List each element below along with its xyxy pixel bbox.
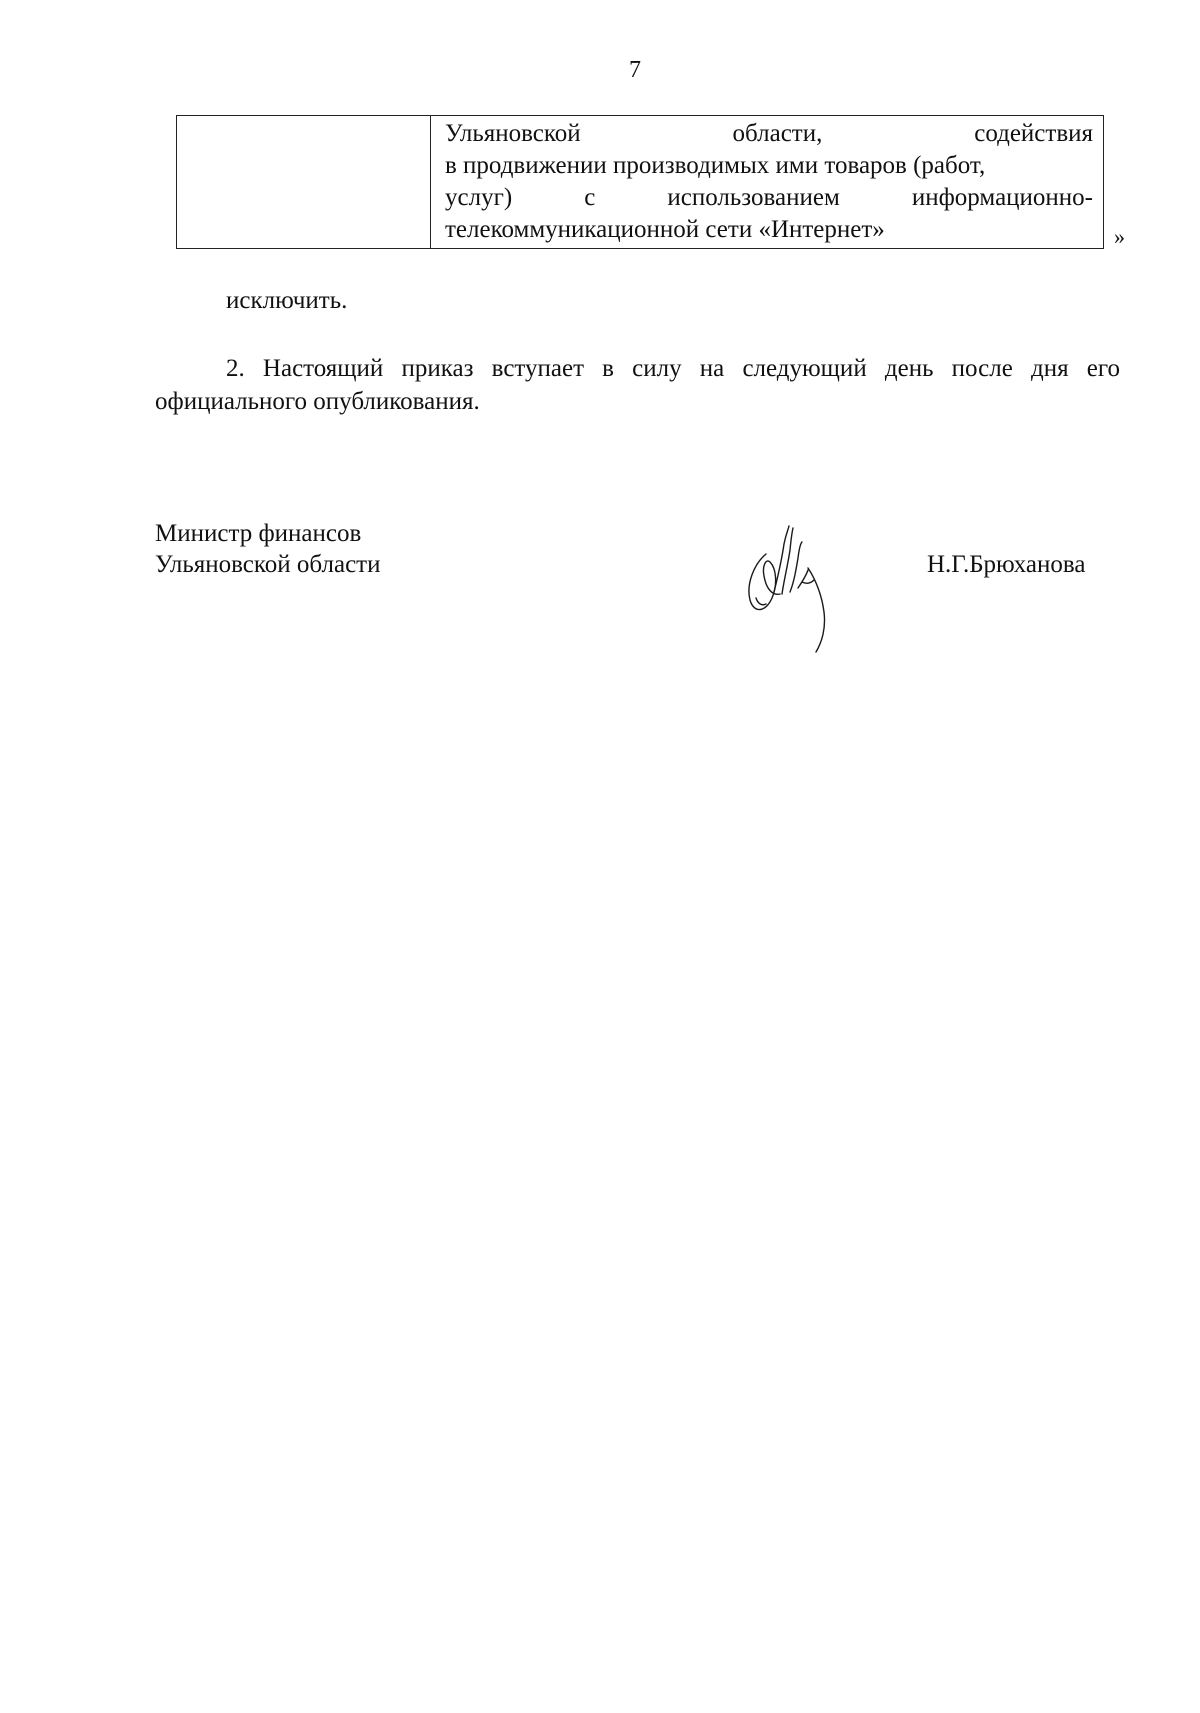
table-line-1 bbox=[445, 118, 1093, 150]
table-word: использованием bbox=[667, 184, 840, 211]
table-line-4: телекоммуникационной сети «Интернет» bbox=[445, 216, 885, 243]
table-cell-text bbox=[431, 116, 1103, 248]
table-word: информационно- bbox=[911, 184, 1094, 211]
clause-2 bbox=[155, 352, 1120, 418]
excluded-word: исключить. bbox=[226, 287, 348, 314]
table-word: содействия bbox=[974, 120, 1094, 147]
clause-2-line-2: официального опубликования. bbox=[155, 388, 480, 415]
signer-name: Н.Г.Брюханова bbox=[927, 551, 1086, 578]
signer-position bbox=[155, 518, 380, 580]
table-word: с bbox=[584, 184, 596, 211]
page-number: 7 bbox=[629, 57, 641, 83]
table-fragment bbox=[176, 115, 1104, 249]
table-line-3 bbox=[445, 182, 1093, 214]
table-word: Ульяновской bbox=[445, 120, 581, 147]
handwritten-signature bbox=[736, 522, 856, 654]
table-line-2: в продвижении производимых ими товаров (работ, bbox=[445, 152, 986, 179]
table-word: услуг) bbox=[445, 184, 513, 211]
clause-2-line-1: 2. Настоящий приказ вступает в силу на следующий день после дня его bbox=[226, 355, 1120, 382]
signer-position-line-1: Министр финансов bbox=[155, 520, 362, 547]
table-cell-empty bbox=[177, 116, 431, 248]
signer-position-line-2: Ульяновской области bbox=[155, 551, 381, 578]
closing-quote: » bbox=[1114, 224, 1125, 249]
table-word: области, bbox=[732, 120, 823, 147]
